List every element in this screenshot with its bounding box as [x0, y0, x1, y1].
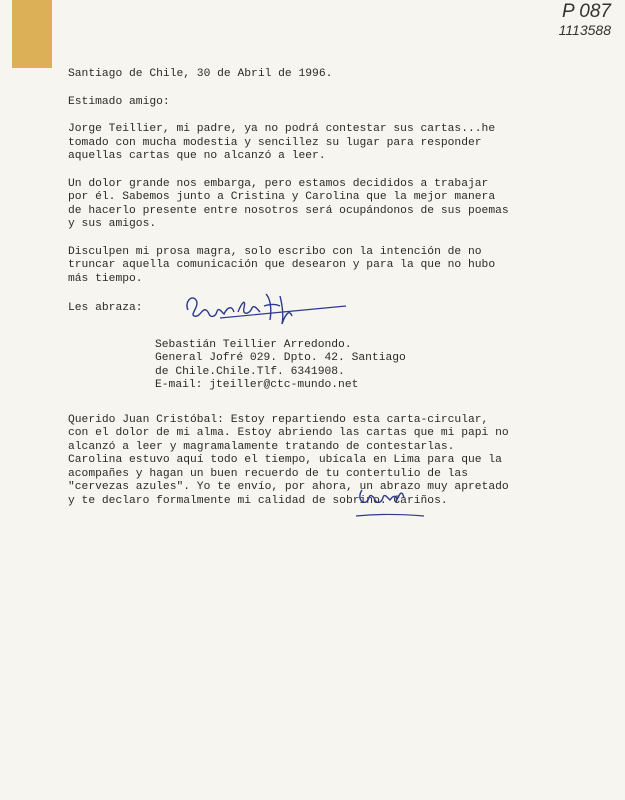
postscript-line: alcanzó a leer y magramalamente tratando de contestarlas. [68, 440, 455, 453]
paragraph-2 [68, 178, 568, 232]
postscript-line: acompañes y hagan un buen recuerdo de tu contertulio de las [68, 467, 468, 480]
postscript-line: Querido Juan Cristóbal: Estoy repartiendo esta carta-circular, [68, 413, 489, 426]
paragraph-3 [68, 246, 568, 287]
paragraph-line: de hacerlo presente entre nosotros será ocupándonos de sus poemas [68, 204, 509, 217]
paragraph-line: y sus amigos. [68, 218, 157, 230]
adhesive-tape [12, 0, 52, 68]
closing-block [68, 302, 568, 316]
greeting: Estimado amigo: [68, 95, 170, 108]
sender-address: General Jofré 029. Dpto. 42. Santiago [155, 352, 406, 364]
paragraph-line: aquellas cartas que no alcanzó a leer. [68, 150, 326, 162]
postscript-line: Carolina estuvo aquí todo el tiempo, ubícala en Lima para que la [68, 454, 502, 466]
dateline: Santiago de Chile, 30 de Abril de 1996. [68, 68, 333, 80]
paragraph-line: truncar aquella comunicación que desearon y para la que no hubo [68, 259, 496, 271]
paragraph-line: tomado con mucha modestia y sencillez su lugar para responder [68, 136, 482, 149]
archive-code-line1: P 087 [562, 1, 611, 22]
sender-city-phone: de Chile.Chile.Tlf. 6341908. [155, 365, 345, 378]
archive-code [501, 2, 611, 38]
paragraph-line: más tiempo. [68, 272, 143, 285]
paragraph-1 [68, 123, 568, 164]
postscript [68, 414, 568, 509]
paragraph-line: Jorge Teillier, mi padre, ya no podrá contestar sus cartas...he [68, 123, 496, 135]
postscript-line: "cervezas azules". Yo te envío, por ahora, un abrazo muy apretado [68, 481, 509, 493]
sender-email: E-mail: jteiller@ctc-mundo.net [155, 379, 359, 391]
handwritten-signature [180, 288, 350, 332]
paragraph-line: por él. Sabemos junto a Cristina y Carolina que la mejor manera [68, 191, 496, 203]
archive-code-line2: 1113588 [558, 22, 611, 38]
sender-block [155, 339, 568, 393]
paragraph-line: Un dolor grande nos embarga, pero estamos decididos a trabajar [68, 177, 489, 190]
handwritten-initials [352, 482, 432, 522]
paragraph-line: Disculpen mi prosa magra, solo escribo con la intención de no [68, 245, 482, 258]
sender-name: Sebastián Teillier Arredondo. [155, 338, 352, 351]
postscript-line: y te declaro formalmente mi calidad de sobrino. Cariños. [68, 494, 448, 507]
letter-body [68, 64, 568, 508]
closing-text: Les abraza: [68, 302, 143, 314]
postscript-line: con el dolor de mi alma. Estoy abriendo las cartas que mi papi no [68, 427, 509, 439]
